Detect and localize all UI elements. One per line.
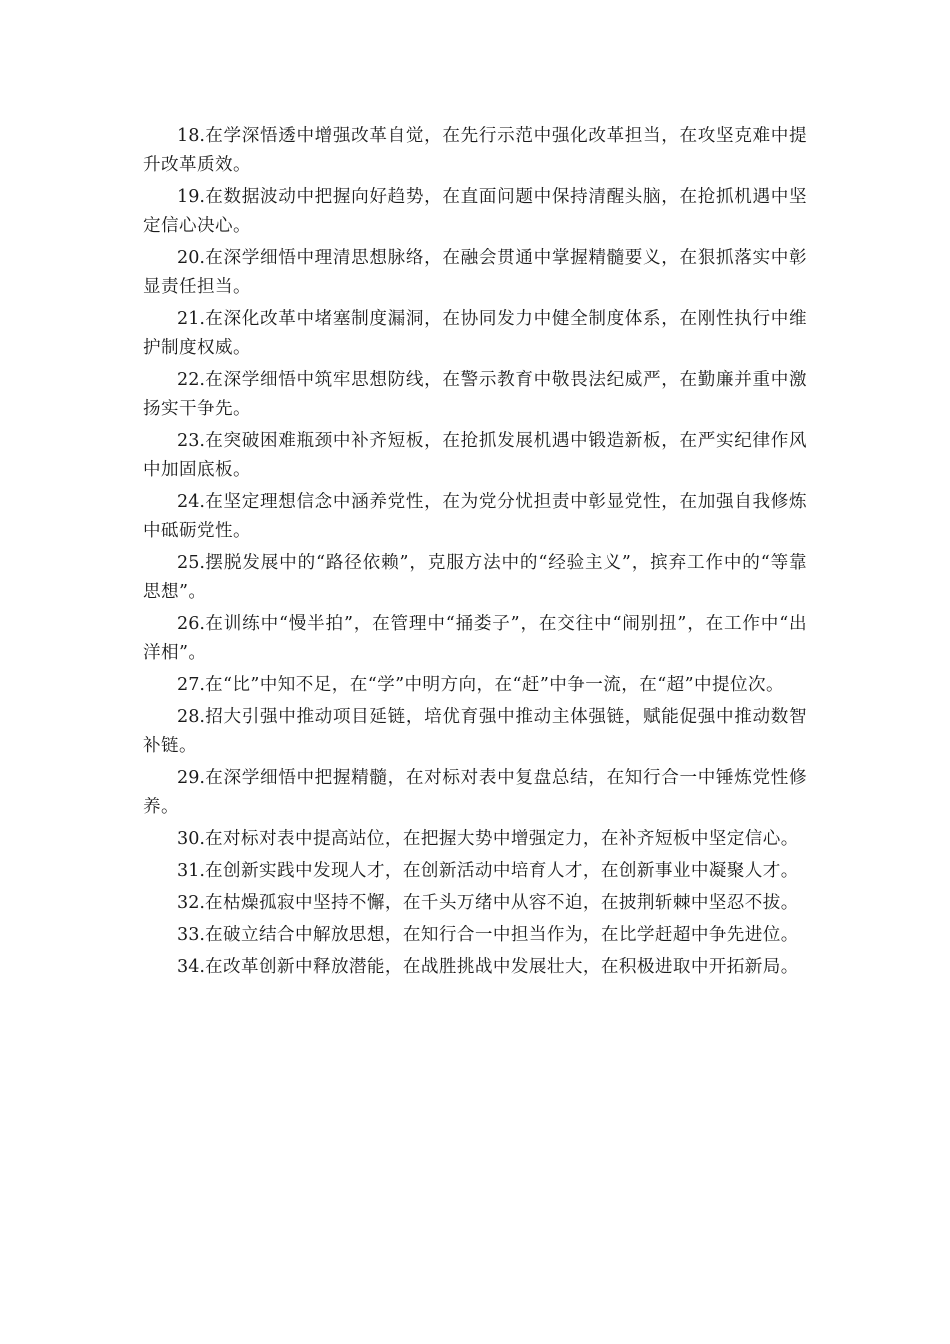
- item-text: 在枯燥孤寂中坚持不懈，在千头万绪中从容不迫，在披荆斩棘中坚忍不拔。: [204, 893, 799, 913]
- item-number: 18.: [177, 126, 205, 146]
- item-number: 20.: [177, 248, 205, 268]
- list-item: [143, 857, 807, 886]
- list-item: [143, 366, 807, 424]
- item-number: 30.: [177, 829, 205, 849]
- item-number: 22.: [177, 370, 205, 390]
- item-text: 摆脱发展中的“路径依赖”，克服方法中的“经验主义”，摈弃工作中的“等靠思想”。: [143, 553, 807, 602]
- item-text: 在突破困难瓶颈中补齐短板，在抢抓发展机遇中锻造新板，在严实纪律作风中加固底板。: [143, 431, 807, 480]
- item-text: 在对标对表中提高站位，在把握大势中增强定力，在补齐短板中坚定信心。: [204, 829, 799, 849]
- list-item: [143, 244, 807, 302]
- list-item: [143, 549, 807, 607]
- list-item: [143, 764, 807, 822]
- list-item: [143, 953, 807, 982]
- list-item: [143, 305, 807, 363]
- item-text: 在改革创新中释放潜能，在战胜挑战中发展壮大，在积极进取中开拓新局。: [204, 957, 799, 977]
- list-item: [143, 921, 807, 950]
- item-number: 26.: [177, 614, 205, 634]
- item-number: 31.: [177, 861, 205, 881]
- item-number: 27.: [177, 675, 205, 695]
- list-item: [143, 825, 807, 854]
- item-number: 23.: [177, 431, 205, 451]
- document-page: [143, 122, 807, 985]
- item-number: 24.: [177, 492, 205, 512]
- item-text: 在坚定理想信念中涵养党性，在为党分忧担责中彰显党性，在加强自我修炼中砥砺党性。: [143, 492, 807, 541]
- item-text: 在“比”中知不足，在“学”中明方向，在“赶”中争一流，在“超”中提位次。: [204, 675, 784, 695]
- item-text: 在数据波动中把握向好趋势，在直面问题中保持清醒头脑，在抢抓机遇中坚定信心决心。: [143, 187, 807, 236]
- item-text: 在深学细悟中筑牢思想防线，在警示教育中敬畏法纪威严，在勤廉并重中激扬实干争先。: [143, 370, 807, 419]
- item-number: 33.: [177, 925, 205, 945]
- item-text: 在深学细悟中理清思想脉络，在融会贯通中掌握精髓要义，在狠抓落实中彰显责任担当。: [143, 248, 807, 297]
- list-item: [143, 183, 807, 241]
- item-number: 32.: [177, 893, 205, 913]
- list-item: [143, 427, 807, 485]
- list-item: [143, 610, 807, 668]
- item-number: 34.: [177, 957, 205, 977]
- item-number: 19.: [177, 187, 205, 207]
- item-text: 招大引强中推动项目延链，培优育强中推动主体强链，赋能促强中推动数智补链。: [143, 707, 807, 756]
- item-text: 在深化改革中堵塞制度漏洞，在协同发力中健全制度体系，在刚性执行中维护制度权威。: [143, 309, 807, 358]
- list-item: [143, 488, 807, 546]
- item-text: 在创新实践中发现人才，在创新活动中培育人才，在创新事业中凝聚人才。: [204, 861, 799, 881]
- list-item: [143, 703, 807, 761]
- list-item: [143, 122, 807, 180]
- list-item: [143, 889, 807, 918]
- item-number: 29.: [177, 768, 205, 788]
- item-number: 28.: [177, 707, 205, 727]
- list-item: [143, 671, 807, 700]
- item-text: 在学深悟透中增强改革自觉，在先行示范中强化改革担当，在攻坚克难中提升改革质效。: [143, 126, 807, 175]
- item-text: 在训练中“慢半拍”，在管理中“捅娄子”，在交往中“闹别扭”，在工作中“出洋相”。: [143, 614, 807, 663]
- item-text: 在深学细悟中把握精髓，在对标对表中复盘总结，在知行合一中锤炼党性修养。: [143, 768, 807, 817]
- item-text: 在破立结合中解放思想，在知行合一中担当作为，在比学赶超中争先进位。: [204, 925, 799, 945]
- item-number: 21.: [177, 309, 205, 329]
- item-number: 25.: [177, 553, 205, 573]
